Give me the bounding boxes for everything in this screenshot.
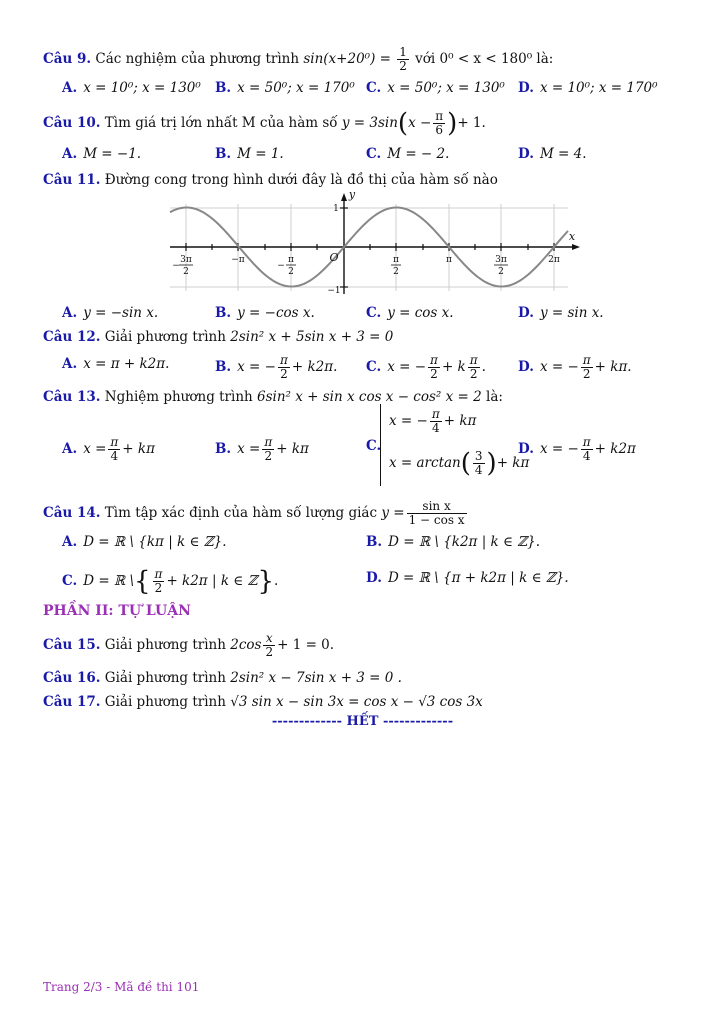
equation: 2sin² x − 7sin x + 3 = 0 . — [230, 670, 402, 686]
question-label: Câu 10. — [43, 115, 101, 131]
question-text: Giải phương trình — [104, 329, 226, 345]
q13-option-c[interactable]: x = − $\frac{\pi}{4}$ + kπ x = arctan( $\frac{3}{4}$ )+ kπ — [380, 404, 521, 486]
question-text: Các nghiệm của phương trình — [95, 51, 300, 67]
y-axis-label: y — [348, 190, 356, 201]
question-text: Giải phương trình — [104, 670, 226, 686]
q12-option-c[interactable]: C. x = − $\frac{\pi}{2}$ + k $\frac{\pi}{2}$ . — [366, 353, 486, 381]
q11-option-c[interactable]: C. y = cos x. — [366, 305, 454, 321]
svg-text:2: 2 — [393, 267, 399, 277]
equation: 6sin² x + sin x cos x − cos² x = 2 — [257, 389, 482, 405]
q9-option-b[interactable]: B. x = 50⁰; x = 170⁰ — [215, 80, 355, 96]
svg-text:−: − — [277, 261, 285, 271]
q11-option-b[interactable]: B. y = −cos x. — [215, 305, 315, 321]
y-tick-top: 1 — [333, 204, 339, 214]
question-label: Câu 12. — [43, 329, 101, 345]
svg-text:−: − — [172, 261, 180, 271]
question-17 — [43, 692, 483, 712]
question-15: Câu 15. Giải phương trình 2cos $\frac{x}{2}$ + 1 = 0. — [43, 631, 335, 659]
origin-label: O — [329, 251, 339, 264]
q9-option-a[interactable]: A. x = 10⁰; x = 130⁰ — [62, 80, 201, 96]
question-label: Câu 14. — [43, 505, 101, 521]
question-text: Tìm tập xác định của hàm số lượng giác — [104, 505, 378, 521]
question-10: Câu 10. Tìm giá trị lớn nhất M của hàm số y = 3sin(x − $\frac{\pi}{6}$ )+ 1. — [43, 108, 486, 139]
fraction: $\frac{\pi}{6}$ — [435, 109, 444, 137]
page-footer: Trang 2/3 - Mã đề thi 101 — [43, 980, 200, 994]
x-tick-3pi-2: 3π — [495, 255, 507, 265]
q12-option-a[interactable]: A. x = π + k2π. — [62, 356, 170, 372]
q14-option-c[interactable]: C. D = ℝ \{ $\frac{\pi}{2}$ + k2π | k ∈ ℤ}. — [62, 566, 279, 597]
q13-option-a[interactable]: A. x = $\frac{\pi}{4}$ + kπ — [62, 435, 155, 463]
svg-text:2: 2 — [288, 267, 294, 277]
question-label: Câu 11. — [43, 172, 101, 188]
y-tick-bottom: −1 — [327, 286, 341, 296]
x-tick-2pi: 2π — [548, 255, 560, 265]
question-12 — [43, 327, 393, 347]
question-text: Đường cong trong hình dưới đây là đồ thị của hàm số nào — [104, 172, 498, 188]
q10-option-d[interactable]: D. M = 4. — [518, 146, 587, 162]
q9-option-d[interactable]: D. x = 10⁰; x = 170⁰ — [518, 80, 658, 96]
question-16 — [43, 668, 402, 688]
svg-text:2: 2 — [498, 267, 504, 277]
q9-option-c[interactable]: C. x = 50⁰; x = 130⁰ — [366, 80, 505, 96]
end-marker: ------------- HẾT ------------- — [271, 714, 454, 729]
expression: y = 3sin — [341, 115, 398, 131]
y-axis-arrow-icon — [341, 193, 347, 201]
q12-option-b[interactable]: B. x = − $\frac{\pi}{2}$ + k2π. — [215, 353, 338, 381]
question-text: Nghiệm phương trình — [104, 389, 253, 405]
fraction: $\frac{1}{2}$ — [399, 45, 407, 73]
x-axis-arrow-icon — [572, 244, 580, 250]
question-13: Câu 13. Nghiệm phương trình 6sin² x + sin x cos x − cos² x = 2 là: — [43, 389, 503, 405]
fraction: $\frac{\text{sin x}}{\text{1 − cos x}}$ — [408, 499, 465, 527]
equation: 2sin² x + 5sin x + 3 = 0 — [230, 329, 394, 345]
x-tick-pi-2: π — [393, 255, 399, 265]
q10-option-c[interactable]: C. M = − 2. — [366, 146, 450, 162]
question-label: Câu 13. — [43, 389, 101, 405]
q10-option-a[interactable]: A. M = −1. — [62, 146, 142, 162]
x-tick-neg-3pi-2: 3π — [180, 255, 192, 265]
x-tick-neg-pi: −π — [231, 255, 245, 265]
question-text: Giải phương trình — [104, 694, 226, 710]
q12-option-d[interactable]: D. x = − $\frac{\pi}{2}$ + kπ. — [518, 353, 632, 381]
x-tick-pi: π — [446, 255, 452, 265]
question-text: Giải phương trình — [104, 637, 226, 653]
svg-text:2: 2 — [183, 267, 189, 277]
function-graph — [168, 190, 588, 300]
question-9 — [43, 46, 553, 73]
condition: với 0⁰ < x < 180⁰ là: — [415, 51, 554, 67]
question-11 — [43, 170, 498, 190]
x-axis-label: x — [568, 230, 576, 243]
section-heading: PHẦN II: TỰ LUẬN — [43, 603, 191, 619]
q13-option-c-label[interactable]: C. — [366, 438, 382, 454]
question-14: Câu 14. Tìm tập xác định của hàm số lượng giác y = $\frac{\text{sin x}}{\text{1 − cos x}}$ — [43, 499, 465, 527]
q11-option-a[interactable]: A. y = −sin x. — [62, 305, 159, 321]
question-label: Câu 17. — [43, 694, 101, 710]
q13-option-b[interactable]: B. x = $\frac{\pi}{2}$ + kπ — [215, 435, 309, 463]
q13-option-d[interactable]: D. x = − $\frac{\pi}{4}$ + k2π — [518, 435, 636, 463]
q14-option-d[interactable]: D. D = ℝ \ {π + k2π | k ∈ ℤ}. — [366, 570, 569, 586]
question-text: Tìm giá trị lớn nhất M của hàm số — [104, 115, 338, 131]
q14-option-b[interactable]: B. D = ℝ \ {k2π | k ∈ ℤ}. — [366, 534, 541, 550]
q11-option-d[interactable]: D. y = sin x. — [518, 305, 604, 321]
q10-option-b[interactable]: B. M = 1. — [215, 146, 284, 162]
q14-option-a[interactable]: A. D = ℝ \ {kπ | k ∈ ℤ}. — [62, 534, 227, 550]
equation: √3 sin x − sin 3x = cos x − √3 cos 3x — [230, 694, 483, 710]
question-label: Câu 16. — [43, 670, 101, 686]
x-tick-neg-pi-2: π — [288, 255, 294, 265]
question-label: Câu 15. — [43, 637, 101, 653]
question-label: Câu 9. — [43, 51, 92, 67]
equation: sin(x+20⁰) = — [303, 51, 391, 67]
